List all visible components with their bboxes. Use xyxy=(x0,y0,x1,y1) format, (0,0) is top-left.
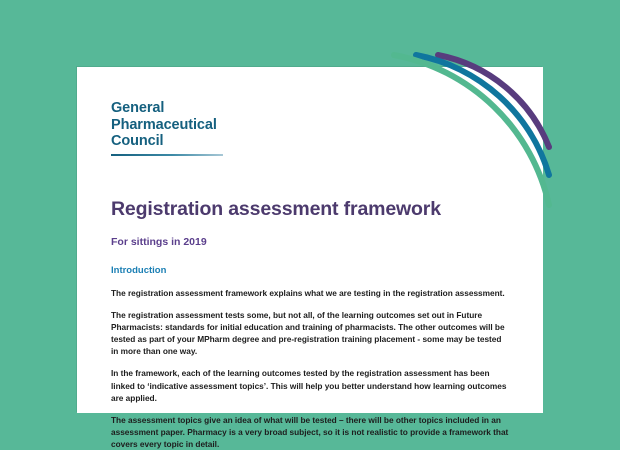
logo-line-pharmaceutical: Pharmaceutical xyxy=(111,116,217,133)
arc-inner-purple xyxy=(438,55,549,147)
paragraph: The registration assessment framework explains what we are testing in the registration assessment. xyxy=(111,288,505,298)
section-heading-introduction: Introduction xyxy=(111,265,167,276)
document-content xyxy=(111,197,511,450)
paragraph: The registration assessment tests some, but not all, of the learning outcomes set out in Future Pharmacists: standards for initial education and training of pharmacists. The other outcomes will be tested as part of your MPharm degree and pre-registration training placement - some may be tested in more than one way. xyxy=(111,310,505,357)
paragraph: The assessment topics give an idea of what will be tested – there will be other topics included in an assessment paper. Pharmacy is a very broad subject, so it is not realistic to provide a framework that covers every topic in detail. xyxy=(111,414,509,449)
arc-outer-green xyxy=(394,55,549,205)
document-page xyxy=(77,67,543,449)
logo xyxy=(111,100,261,156)
paragraph: In the framework, each of the learning outcomes tested by the registration assessment has been linked to ‘indicative assessment topics’. This will help you better understand how learning outcomes are applied. xyxy=(111,368,507,403)
arc-middle-blue xyxy=(416,55,549,175)
logo-line-council: Council xyxy=(111,133,164,149)
logo-line-general: General xyxy=(111,100,165,116)
logo-underline-rule xyxy=(111,154,223,156)
document-subtitle: For sittings in 2019 xyxy=(111,236,207,248)
page-title: Registration assessment framework xyxy=(111,198,441,220)
